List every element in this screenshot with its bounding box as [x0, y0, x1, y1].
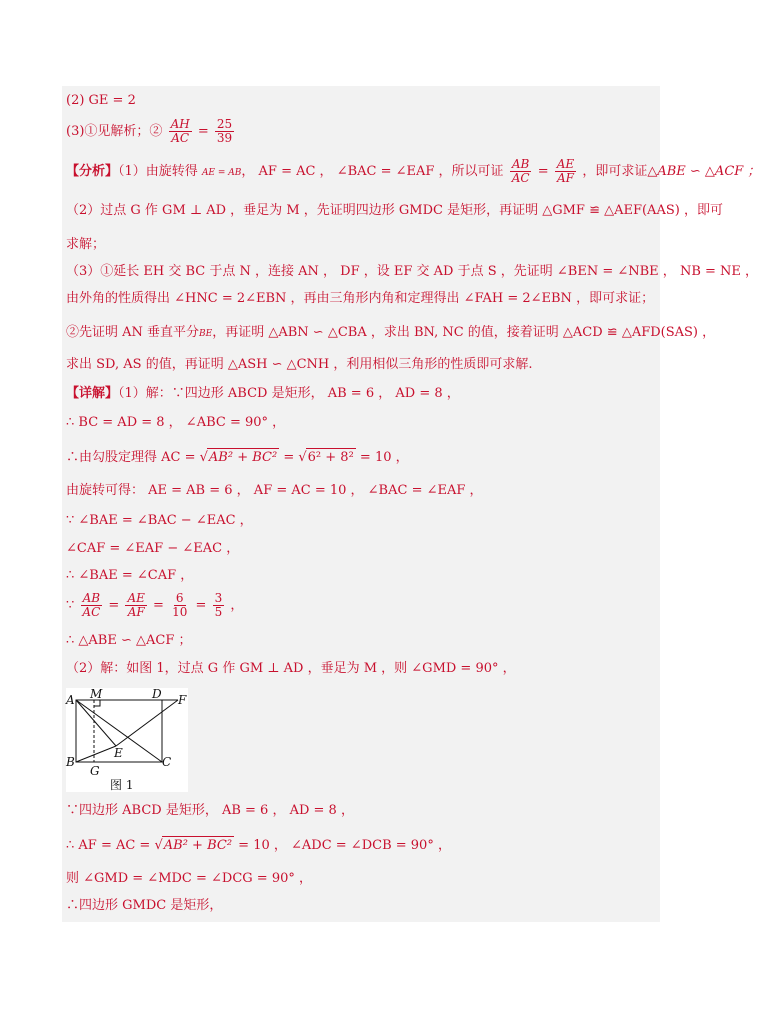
analysis-line-5: 由外角的性质得出 ∠HNC = 2∠EBN ，再由三角形内角和定理得出 ∠FAH = 2∠EBN ，即可求证；	[66, 291, 655, 306]
label-m: M	[90, 687, 103, 701]
geometry-diagram	[66, 688, 188, 792]
label-g: G	[90, 764, 100, 778]
detail-line-11: ∵四边形 ABCD 是矩形， AB = 6 ， AD = 8 ，	[66, 803, 354, 818]
analysis-line-2: （2）过点 G 作 GM ⊥ AD ，垂足为 M ，先证明四边形 GMDC 是矩形，再证明 △GMF ≌ △AEF(AAS) ，即可	[66, 203, 723, 218]
label-b: B	[66, 755, 75, 769]
detail-line-12: ∴ AF = AC = √AB² + BC² = 10 ， ∠ADC = ∠DCB = 90° ，	[66, 838, 451, 853]
segment-ef	[116, 700, 178, 746]
segment-ae	[76, 700, 116, 746]
figure-caption: 图 1	[110, 778, 134, 792]
answer-2: (2) GE = 2	[66, 93, 136, 108]
label-a: A	[66, 693, 75, 707]
label-e: E	[114, 746, 123, 760]
detail-line-13: 则 ∠GMD = ∠MDC = ∠DCG = 90° ，	[66, 871, 313, 886]
figure-1	[66, 688, 188, 792]
detail-line-8: ∵ $\frac{AB}{AC}$ = $\frac{AE}{AF}$ = $\frac{6}{10}$ = $\frac{3}{5}$ ，	[66, 591, 244, 619]
detail-line-9: ∴ △ABE ∽ △ACF ；	[66, 633, 192, 648]
detail-line-3: ∴由勾股定理得 AC = √AB² + BC² = √6² + 8² = 10 ，	[66, 450, 409, 465]
detail-line-7: ∴ ∠BAE = ∠CAF ，	[66, 568, 194, 583]
detail-line-6: ∠CAF = ∠EAF − ∠EAC ，	[66, 541, 240, 556]
answer-3: (3)①见解析；② $\frac{AH}{AC}$ = $\frac{25}{39}$	[66, 117, 233, 145]
analysis-line-3: 求解；	[66, 237, 106, 252]
analysis-line-6: ②先证明 AN 垂直平分BE，再证明 △ABN ∽ △CBA ，求出 BN, NC 的值，接着证明 △ACD ≌ △AFD(SAS) ，	[66, 325, 716, 340]
detail-line-5: ∵ ∠BAE = ∠BAC − ∠EAC ，	[66, 513, 253, 528]
label-d: D	[152, 687, 162, 701]
segment-be	[76, 746, 116, 762]
label-c: C	[162, 755, 172, 769]
detail-line-14: ∴四边形 GMDC 是矩形，	[66, 898, 223, 913]
label-f: F	[178, 693, 187, 707]
detail-line-10: （2）解：如图 1，过点 G 作 GM ⊥ AD ，垂足为 M ，则 ∠GMD = 90° ，	[66, 661, 516, 676]
detail-line-2: ∴ BC = AD = 8 ， ∠ABC = 90° ，	[66, 415, 286, 430]
detail-line-1: 【详解】（1）解：∵四边形 ABCD 是矩形， AB = 6 ， AD = 8 ，	[66, 386, 460, 401]
analysis-line-7: 求出 SD, AS 的值，再证明 △ASH ∽ △CNH ，利用相似三角形的性质即可求解.	[66, 357, 533, 372]
analysis-line-4: （3）①延长 EH 交 BC 于点 N ，连接 AN ， DF ，设 EF 交 AD 于点 S ，先证明 ∠BEN = ∠NBE ， NB = NE ，	[66, 264, 759, 279]
detail-line-4: 由旋转可得： AE = AB = 6 ， AF = AC = 10 ， ∠BAC = ∠EAF ，	[66, 483, 483, 498]
analysis-line-1: 【分析】（1）由旋转得 AE = AB， AF = AC ， ∠BAC = ∠EAF ，所以可证 $\frac{AB}{AC}$ = $\frac{AE}{AF}$ ，即可求证△ABE ∽ △ACF ；	[66, 157, 760, 185]
